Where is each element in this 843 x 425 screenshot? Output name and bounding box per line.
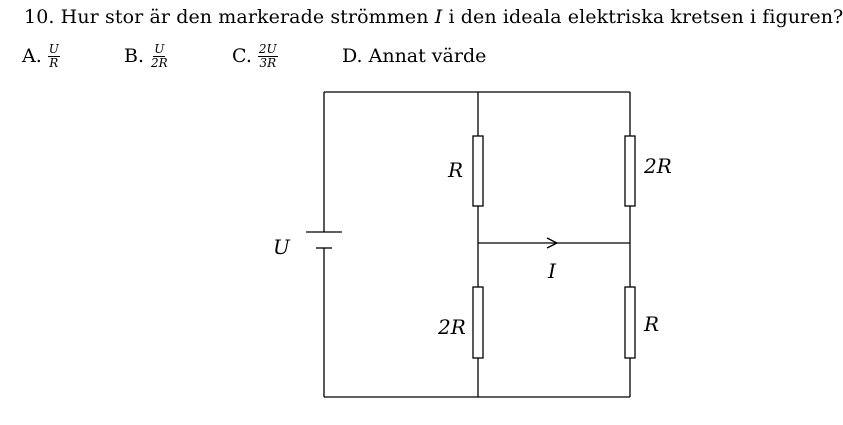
option-c-numerator: 2U [258, 41, 277, 56]
option-b-denominator: 2R [151, 55, 168, 70]
label-resistor-top-left: R [448, 158, 464, 182]
question-text-after: i den ideala elektriska kretsen i figuren? [448, 6, 843, 28]
option-d-letter: D. [342, 45, 363, 67]
option-b-numerator: U [154, 41, 165, 56]
option-a-letter: A. [22, 45, 42, 67]
source-label: U [273, 235, 290, 259]
question-text-before: Hur stor är den markerade strömmen [60, 6, 429, 28]
resistor-top-right [625, 136, 635, 206]
option-a-numerator: U [48, 41, 59, 56]
option-c-denominator: 3R [259, 55, 277, 70]
label-resistor-bottom-right: R [644, 312, 660, 336]
resistor-bottom-right [625, 287, 635, 358]
resistor-top-left [473, 136, 483, 206]
option-b-letter: B. [124, 45, 145, 67]
current-label: I [548, 259, 556, 283]
label-resistor-bottom-left: 2R [438, 315, 466, 339]
option-d-text: Annat värde [368, 45, 487, 67]
question-number: 10. [24, 6, 55, 28]
option-a-denominator: R [49, 55, 59, 70]
resistor-bottom-left [473, 287, 483, 358]
option-c-letter: C. [232, 45, 252, 67]
question-variable: I [434, 6, 443, 28]
label-resistor-top-right: 2R [644, 154, 672, 178]
